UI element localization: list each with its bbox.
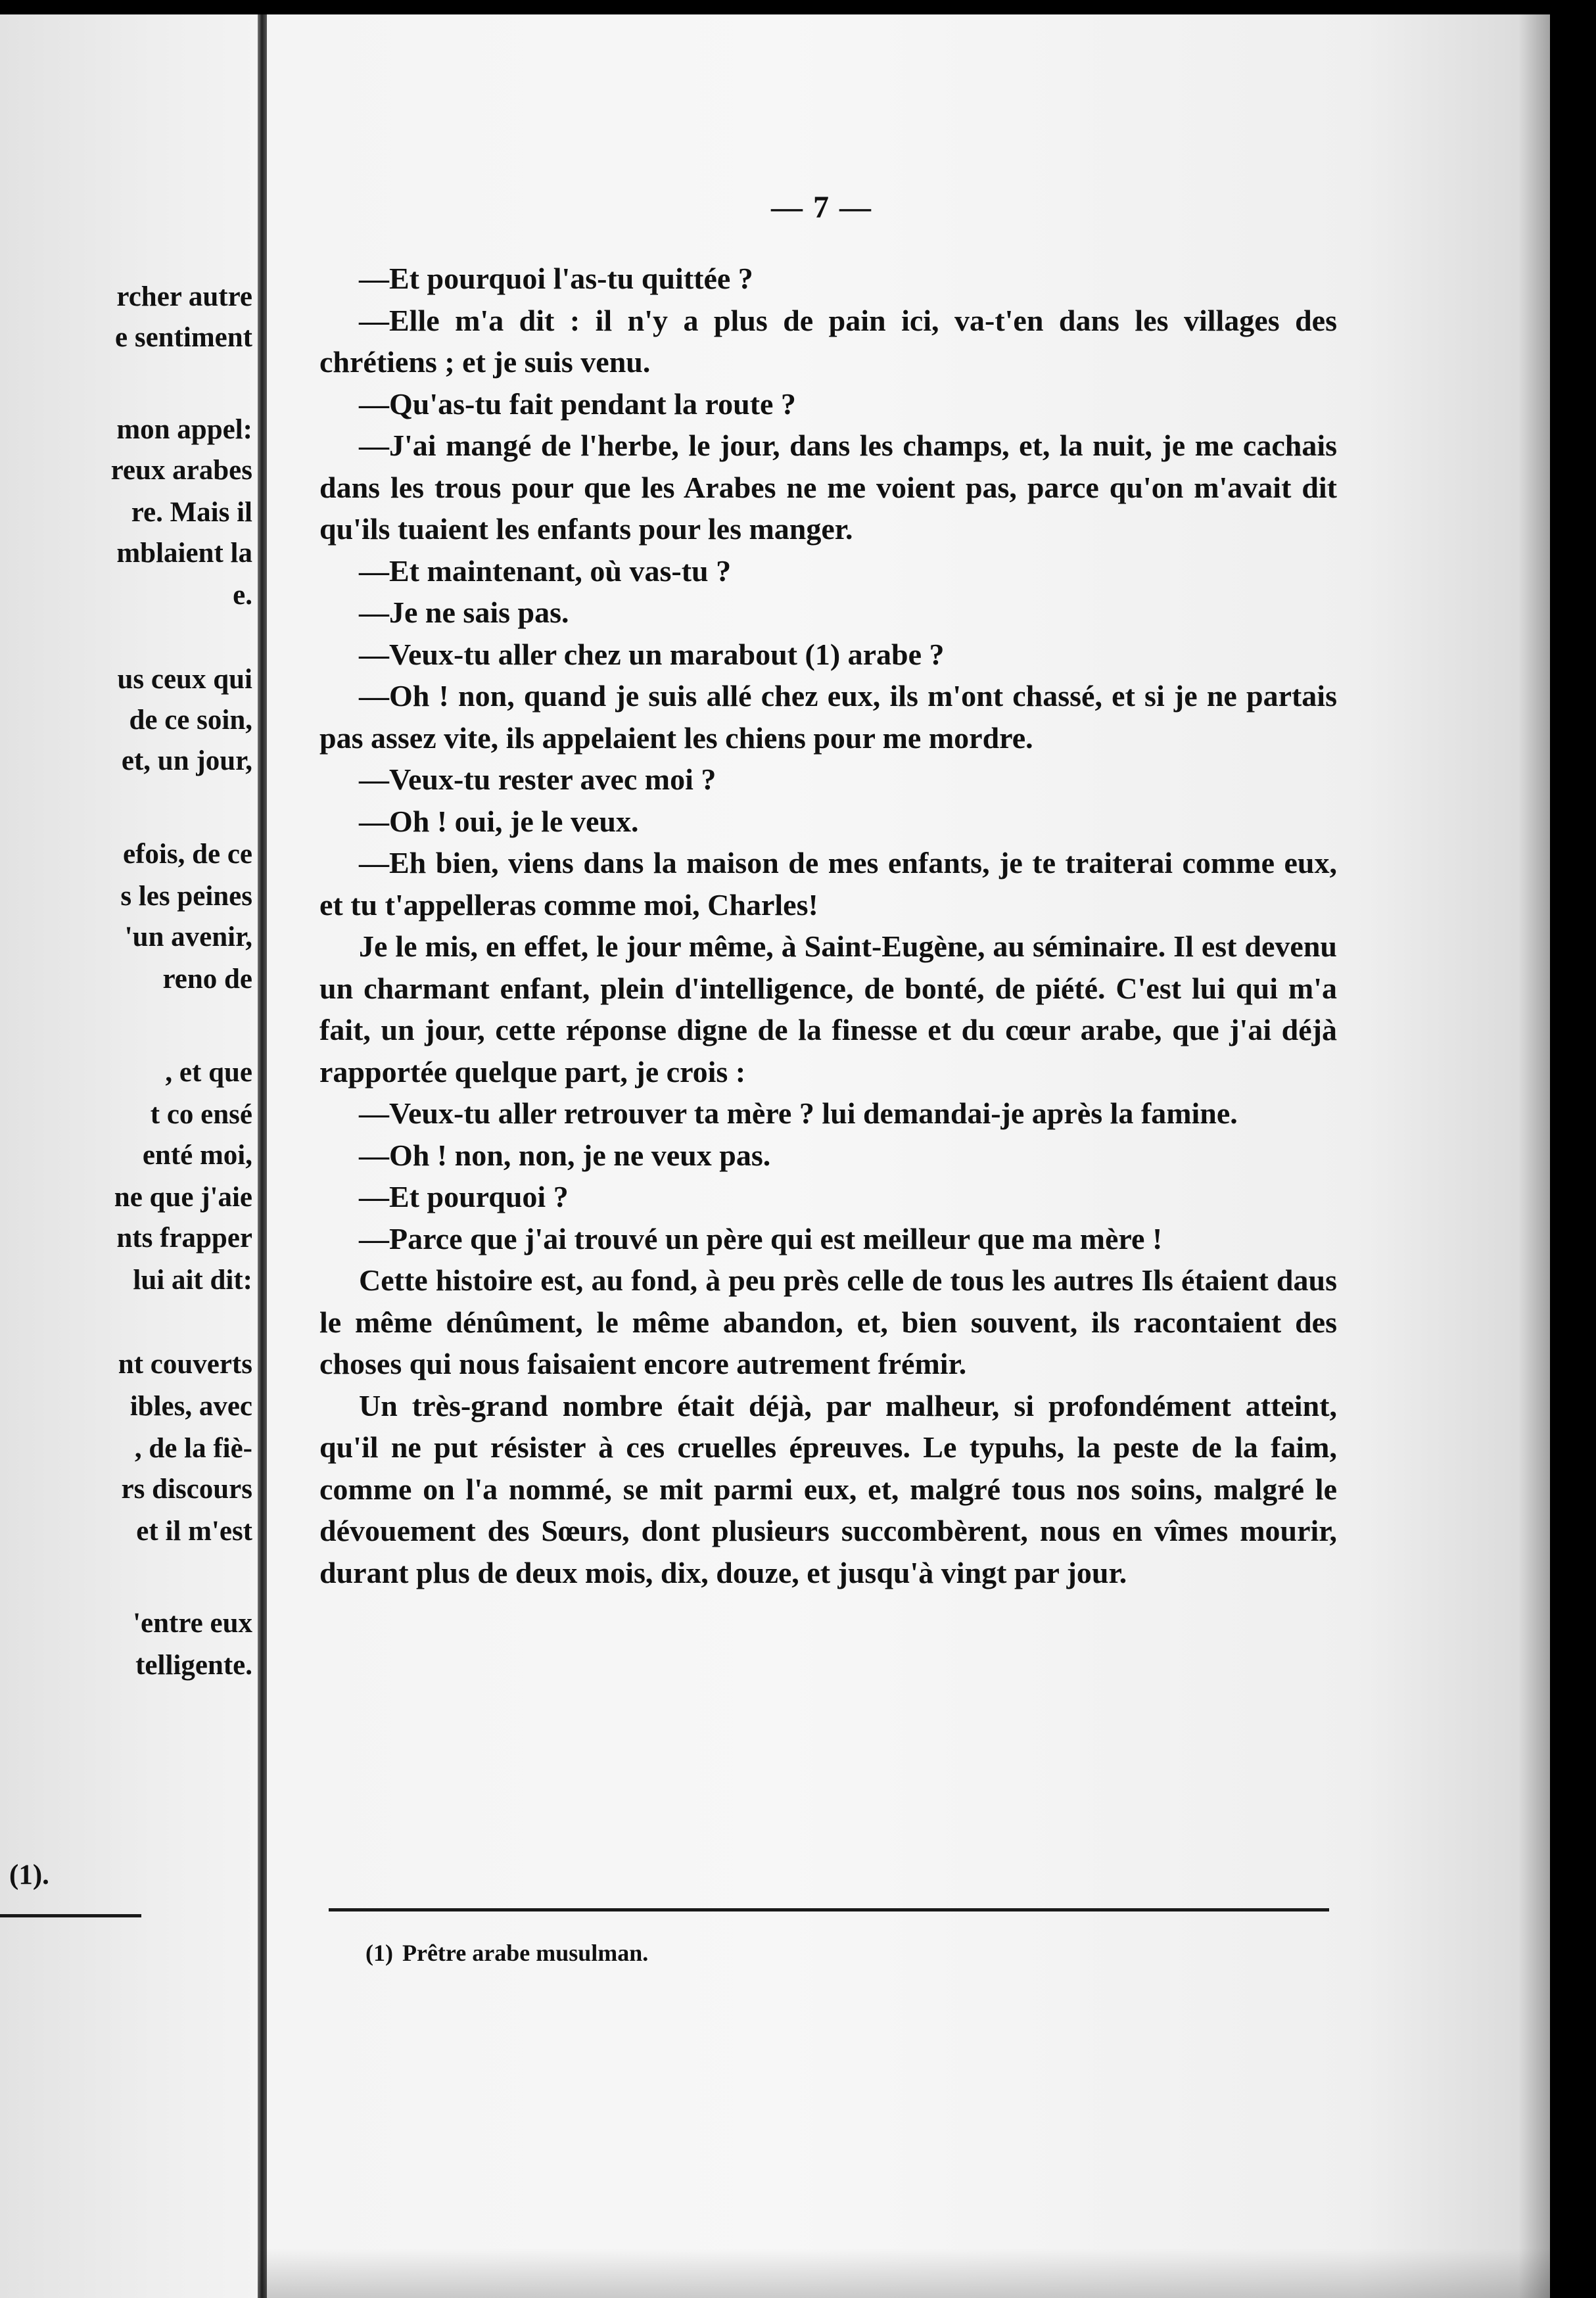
left-page-line: e.	[233, 580, 252, 611]
left-page-line: nts frapper	[116, 1223, 252, 1254]
paragraph: Un très-grand nombre était déjà, par malheur, si profondément atteint, qu'il ne put résister à ces cruelles épreuves. Le typuhs, la peste de la faim, comme on l'a nommé, se mit parmi eux, et, malgré tous nos soins, malgré le dévouement des Sœurs, dont plusieurs succombèrent, nous en vîmes mourir, durant plus de deux mois, dix, douze, et jusqu'à vingt par jour.	[319, 1388, 1337, 1589]
left-page-line: lui ait dit:	[133, 1265, 252, 1296]
page-edge-shadow	[1518, 14, 1550, 2298]
paragraph: —Veux-tu aller retrouver ta mère ? lui demandai-je après la famine.	[359, 1096, 1238, 1130]
left-page-line: mblaient la	[116, 538, 252, 569]
left-page-line: , de la fiè-	[134, 1433, 252, 1464]
left-page-line: 'un avenir,	[124, 922, 252, 952]
paragraph: Je le mis, en effet, le jour même, à Saint-Eugène, au séminaire. Il est devenu un charmant enfant, plein d'intelligence, de bonté, de piété. C'est lui qui m'a fait, un jour, cette réponse digne de la finesse et du cœur arabe, que j'ai déjà rapportée quelque part, je crois :	[319, 929, 1337, 1089]
left-page-line: , et que	[165, 1057, 252, 1088]
left-page-line: rcher autre	[116, 281, 252, 312]
paragraph: —Eh bien, viens dans la maison de mes enfants, je te traiterai comme eux, et tu t'appelleras comme moi, Charles!	[319, 846, 1337, 922]
paragraph: —Parce que j'ai trouvé un père qui est meilleur que ma mère !	[359, 1221, 1163, 1255]
paragraph: —Elle m'a dit : il n'y a plus de pain ici, va-t'en dans les villages des chrétiens ; et je suis venu.	[319, 303, 1337, 379]
scan-border-right	[1550, 0, 1596, 2298]
body-text	[319, 258, 1337, 1593]
book-gutter	[258, 14, 267, 2298]
left-page-line: et, un jour,	[121, 745, 252, 776]
left-page-line: us ceux qui	[117, 664, 252, 695]
paragraph: —Et maintenant, où vas-tu ?	[359, 553, 732, 588]
paragraph: —Et pourquoi l'as-tu quittée ?	[359, 262, 753, 295]
left-page-line: s les peines	[120, 881, 252, 912]
left-page-line: et il m'est	[136, 1516, 252, 1547]
left-page-line: ibles, avec	[129, 1391, 252, 1422]
paragraph: —Veux-tu rester avec moi ?	[359, 762, 716, 796]
left-page-line: reux arabes	[110, 455, 252, 486]
left-page-line: re. Mais il	[131, 497, 252, 528]
left-page-line: 'entre eux	[133, 1608, 252, 1639]
paragraph: —Veux-tu aller chez un marabout (1) arabe ?	[359, 637, 945, 671]
footnote	[365, 1939, 648, 1967]
paragraph: —Oh ! oui, je le veux.	[359, 804, 639, 838]
paragraph: —Et pourquoi ?	[359, 1180, 569, 1213]
footnote-rule	[329, 1908, 1329, 1911]
left-page-line: telligente.	[135, 1650, 252, 1681]
scan-border-top	[0, 0, 1596, 14]
left-page-line: enté moi,	[142, 1140, 252, 1171]
left-page-line: de ce soin,	[129, 705, 252, 736]
page-bottom-shadow	[258, 2248, 1550, 2298]
left-page-footnote-marker: (1).	[9, 1860, 49, 1890]
left-page-line: rs discours	[121, 1474, 252, 1505]
footnote-text: Prêtre arabe musulman.	[402, 1940, 649, 1966]
left-page-line: ne que j'aie	[114, 1182, 252, 1213]
left-page-line: nt couverts	[118, 1349, 252, 1380]
left-page-footnote-rule	[0, 1914, 141, 1917]
paragraph: —Oh ! non, quand je suis allé chez eux, ils m'ont chassé, et si je ne partais pas assez vite, ils appelaient les chiens pour me mordre.	[319, 679, 1337, 755]
left-page-fragment	[0, 14, 258, 2298]
paragraph: —Qu'as-tu fait pendant la route ?	[359, 387, 796, 421]
left-page-line: reno de	[162, 964, 252, 995]
paragraph: —Oh ! non, non, je ne veux pas.	[359, 1138, 771, 1172]
footnote-marker: (1)	[365, 1940, 393, 1966]
paragraph: Cette histoire est, au fond, à peu près celle de tous les autres Ils étaient daus le même dénûment, le même abandon, et, bien souvent, ils racontaient des choses qui nous faisaient encore autrement frémir.	[319, 1263, 1337, 1380]
paragraph: —J'ai mangé de l'herbe, le jour, dans les champs, et, la nuit, je me cachais dans les trous pour que les Arabes ne me voient pas, parce qu'on m'avait dit qu'ils tuaient les enfants pour les manger.	[319, 429, 1337, 546]
page-number: — 7 —	[771, 190, 872, 225]
paragraph: —Je ne sais pas.	[359, 596, 569, 629]
left-page-line: mon appel:	[116, 414, 252, 445]
left-page-line: t co ensé	[150, 1099, 252, 1130]
left-page-line: efois, de ce	[122, 839, 252, 870]
left-page-line: e sentiment	[115, 322, 252, 353]
